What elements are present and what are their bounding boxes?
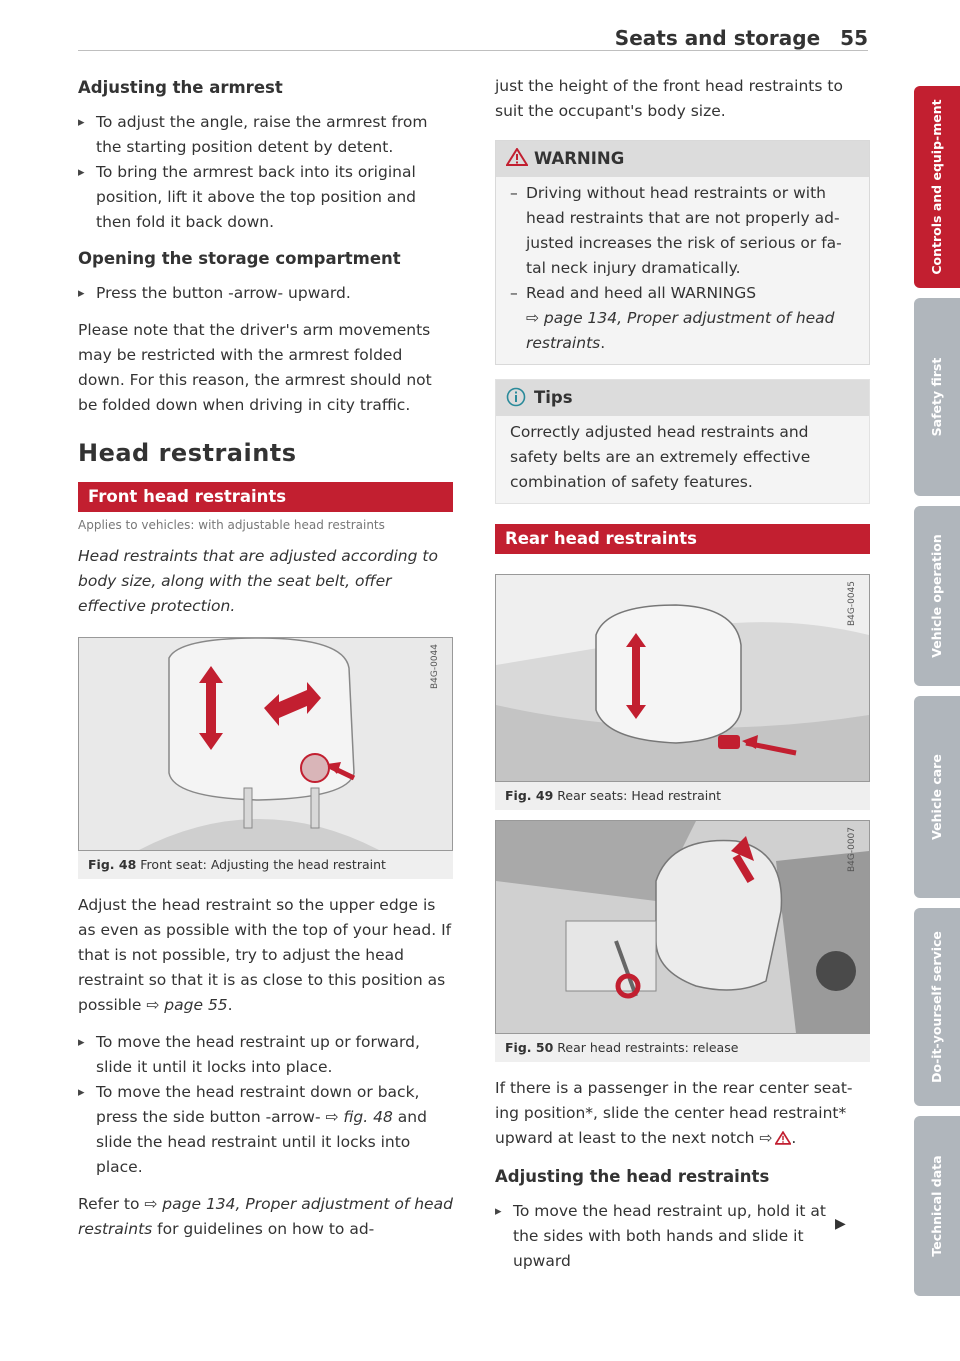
- adjust-step-1: ▸ To move the head restraint up, hold it at the sides with both hands and slide it upward: [495, 1199, 870, 1274]
- sidebar-tab-technical-data[interactable]: [914, 1116, 960, 1296]
- sidebar-tab-label: Safety first: [929, 357, 944, 437]
- figure-48-code: B4G-0044: [430, 644, 440, 690]
- rear-seat-release-illustration: [496, 821, 869, 1033]
- warning-item-2-text: Read and heed all WARNINGS: [526, 284, 757, 302]
- link-page-134[interactable]: ⇨ page 134, Proper adjustment of head restraints: [78, 1195, 453, 1238]
- warning-item-2: [510, 281, 855, 356]
- header-rule: [78, 50, 868, 51]
- right-column: [495, 74, 870, 1274]
- tips-header: [496, 380, 869, 416]
- center-seat-end: .: [791, 1129, 797, 1147]
- figure-49-caption: [495, 782, 870, 810]
- figure-49: [495, 574, 870, 782]
- adjust-paragraph-end: .: [227, 996, 233, 1014]
- continued-paragraph: just the height of the front head restraints to suit the occupant's body size.: [495, 77, 843, 120]
- page-header: [615, 26, 868, 50]
- heading-storage: Opening the storage compartment: [78, 249, 401, 268]
- tips-body: Correctly adjusted head restraints and safety belts are an extremely effective combination of safety features.: [510, 423, 811, 491]
- figure-48-caption: [78, 851, 453, 879]
- continued-arrow-icon: ▶: [835, 1216, 846, 1232]
- link-fig-48[interactable]: ⇨ fig. 48: [325, 1108, 393, 1126]
- figure-49-label: Fig. 49: [505, 788, 554, 803]
- sidebar-tab-label: Technical data: [929, 1155, 944, 1257]
- move-step-2: [78, 1080, 453, 1180]
- sidebar-tab-vehicle-operation[interactable]: [914, 506, 960, 686]
- page-number: 55: [840, 26, 868, 50]
- tips-title: Tips: [534, 388, 573, 407]
- figure-49-code: B4G-0045: [847, 581, 857, 627]
- section-heading-head-restraints: Head restraints: [78, 439, 297, 467]
- warning-item-1: – Driving without head restraints or with head restraints that are not properly ad-justed increases the risk of serious or fa-tal neck injury dramatically.: [510, 181, 855, 281]
- figure-50: [495, 820, 870, 1034]
- link-page-134-warning[interactable]: ⇨ page 134, Proper adjustment of head restraints: [526, 309, 835, 352]
- figure-50-caption: [495, 1034, 870, 1062]
- warning-box: [495, 140, 870, 365]
- intro-text: Head restraints that are adjusted according to body size, along with the seat belt, offer effective protection.: [78, 547, 438, 615]
- figure-49-caption-text: Rear seats: Head restraint: [557, 788, 722, 803]
- refer-paragraph: [78, 1192, 453, 1242]
- warning-header: [496, 141, 869, 177]
- warning-triangle-icon: [775, 1131, 791, 1145]
- sidebar-tab-controls[interactable]: [914, 86, 960, 288]
- figure-48-label: Fig. 48: [88, 857, 137, 872]
- figure-50-code: B4G-0007: [847, 827, 857, 873]
- sidebar-tab-safety-first[interactable]: [914, 298, 960, 496]
- left-column: [78, 74, 453, 1242]
- storage-step-1: ▸ Press the button -arrow- upward.: [78, 281, 453, 306]
- applies-note: Applies to vehicles: with adjustable head restraints: [78, 518, 385, 532]
- subsection-bar-front: Front head restraints: [78, 482, 453, 512]
- move-step-2-text: To move the head restraint down or back, press the side button -arrow-: [96, 1083, 420, 1126]
- link-warning-ref[interactable]: ⇨: [759, 1129, 773, 1147]
- figure-48: [78, 637, 453, 851]
- warning-title: WARNING: [534, 149, 625, 168]
- move-step-2-end: and slide the head restraint until it locks into place.: [96, 1108, 427, 1176]
- refer-text: Refer to: [78, 1195, 145, 1213]
- warning-body: [496, 177, 869, 364]
- storage-note: Please note that the driver's arm movements may be restricted with the armrest folded down. For this reason, the armrest should not be folded down when driving in city traffic.: [78, 321, 432, 414]
- info-icon: [506, 387, 526, 407]
- figure-50-label: Fig. 50: [505, 1040, 554, 1055]
- sidebar-tab-label: Vehicle operation: [929, 534, 944, 658]
- link-page-55[interactable]: ⇨ page 55: [146, 996, 228, 1014]
- rear-head-restraint-illustration: [496, 575, 869, 781]
- subsection-bar-rear: Rear head restraints: [495, 524, 870, 554]
- sidebar-tab-do-it-yourself[interactable]: [914, 908, 960, 1106]
- warning-triangle-icon: [506, 148, 528, 166]
- center-seat-paragraph: [495, 1076, 870, 1151]
- warning-item-2-end: .: [600, 334, 606, 352]
- sidebar-tab-vehicle-care[interactable]: [914, 696, 960, 898]
- front-head-restraint-illustration: [79, 638, 452, 850]
- sidebar-tab-label: Controls and equip-ment: [929, 99, 944, 275]
- center-seat-text: If there is a passenger in the rear center seat-ing position*, slide the center head restraint* upward at least to the next notch: [495, 1079, 853, 1147]
- section-title: Seats and storage: [614, 26, 821, 50]
- sidebar-tab-label: Do-it-yourself service: [929, 931, 944, 1083]
- refer-end: for guidelines on how to ad-: [152, 1220, 375, 1238]
- armrest-step-2: ▸ To bring the armrest back into its original position, lift it above the top position and then fold it back down.: [78, 160, 453, 235]
- sidebar-tab-label: Vehicle care: [929, 754, 944, 840]
- heading-adjusting-head-restraints: Adjusting the head restraints: [495, 1167, 770, 1186]
- adjust-paragraph: [78, 893, 453, 1018]
- tips-box: [495, 379, 870, 504]
- move-step-1: ▸ To move the head restraint up or forward, slide it until it locks into place.: [78, 1030, 453, 1080]
- figure-50-caption-text: Rear head restraints: release: [557, 1040, 739, 1055]
- adjust-paragraph-text: Adjust the head restraint so the upper edge is as even as possible with the top of your head. If that is not possible, try to adjust the head restraint so that it is as close to this position as possible: [78, 896, 452, 1014]
- figure-48-caption-text: Front seat: Adjusting the head restraint: [140, 857, 386, 872]
- heading-adjusting-armrest: Adjusting the armrest: [78, 78, 283, 97]
- armrest-step-1: ▸ To adjust the angle, raise the armrest from the starting position detent by detent.: [78, 110, 453, 160]
